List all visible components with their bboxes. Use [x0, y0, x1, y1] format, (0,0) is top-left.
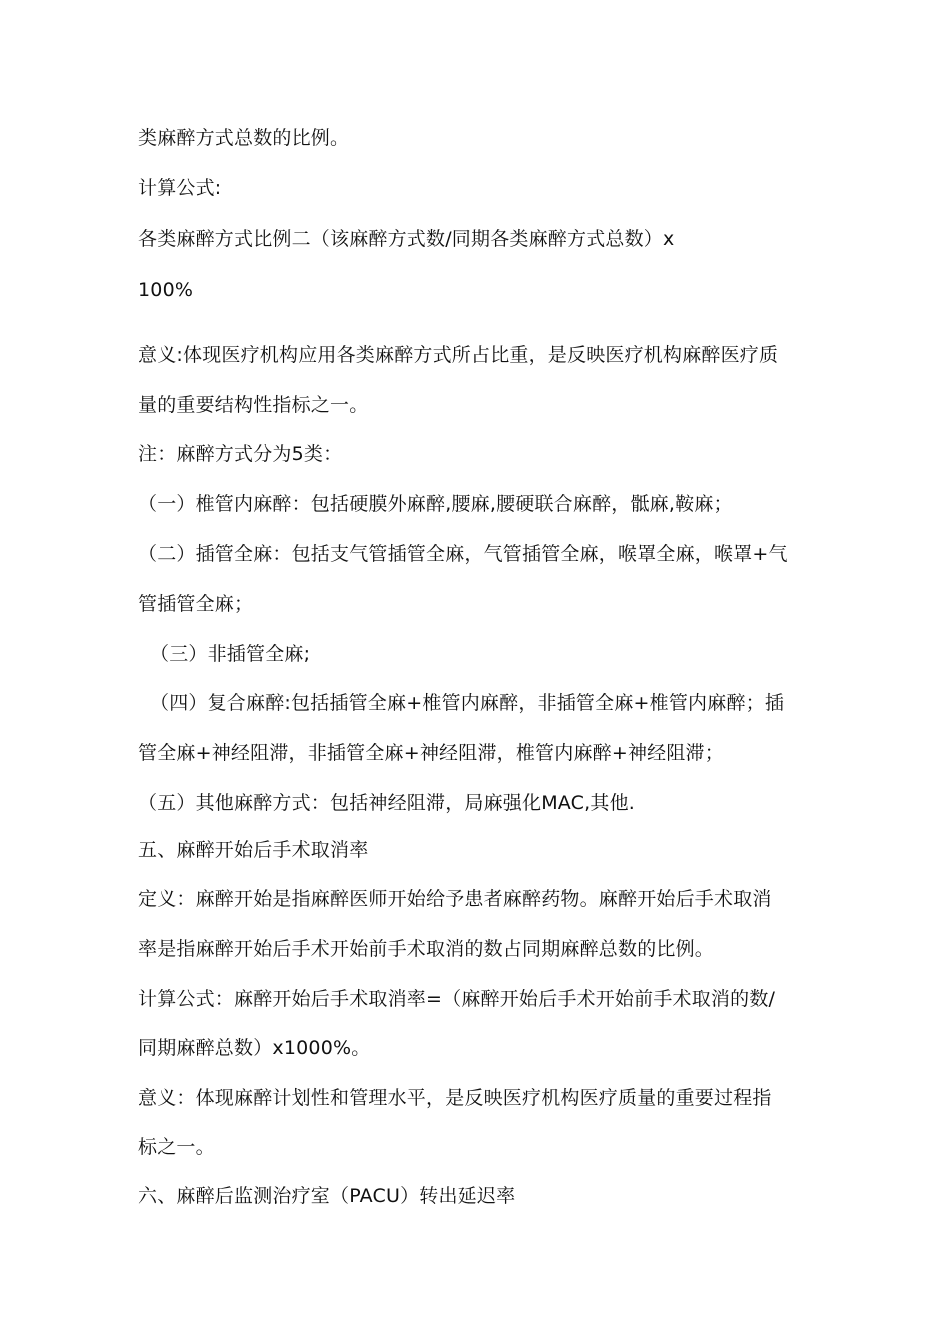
text-line: 标之一。	[138, 1136, 215, 1158]
list-item: （五）其他麻醉方式：包括神经阻滞，局麻强化MAC,其他.	[138, 792, 636, 814]
text-line: 意义:体现医疗机构应用各类麻醉方式所占比重，是反映医疗机构麻醉医疗质	[138, 344, 779, 366]
list-item: （三）非插管全麻;	[150, 643, 311, 665]
text-line: 定义：麻醉开始是指麻醉医师开始给予患者麻醉药物。麻醉开始后手术取消	[138, 888, 772, 910]
note-line: 注：麻醉方式分为5类：	[138, 443, 343, 465]
text-line: 率是指麻醉开始后手术开始前手术取消的数占同期麻醉总数的比例。	[138, 938, 715, 960]
section-heading: 五、麻醉开始后手术取消率	[138, 839, 369, 861]
section-heading: 六、麻醉后监测治疗室（PACU）转出延迟率	[138, 1185, 516, 1207]
formula-line: 计算公式：麻醉开始后手术取消率=（麻醉开始后手术开始前手术取消的数/	[138, 988, 776, 1010]
list-item: （一）椎管内麻醉：包括硬膜外麻醉,腰麻,腰硬联合麻醉，骶麻,鞍麻；	[138, 493, 733, 515]
list-item-continuation: 管插管全麻；	[138, 593, 254, 615]
list-item: （二）插管全麻：包括支气管插管全麻，气管插管全麻，喉罩全麻，喉罩+气	[138, 543, 788, 565]
text-line: 计算公式:	[138, 177, 222, 199]
formula-line: 100%	[138, 279, 194, 301]
formula-line: 同期麻醉总数）x1000%。	[138, 1037, 371, 1059]
text-line: 量的重要结构性指标之一。	[138, 394, 369, 416]
formula-line: 各类麻醉方式比例二（该麻醉方式数/同期各类麻醉方式总数）x	[138, 228, 675, 250]
text-line: 意义：体现麻醉计划性和管理水平，是反映医疗机构医疗质量的重要过程指	[138, 1087, 772, 1109]
text-line: 类麻醉方式总数的比例。	[138, 127, 350, 149]
list-item: （四）复合麻醉:包括插管全麻+椎管内麻醉，非插管全麻+椎管内麻醉；插	[150, 692, 785, 714]
list-item-continuation: 管全麻+神经阻滞，非插管全麻+神经阻滞，椎管内麻醉+神经阻滞；	[138, 742, 724, 764]
